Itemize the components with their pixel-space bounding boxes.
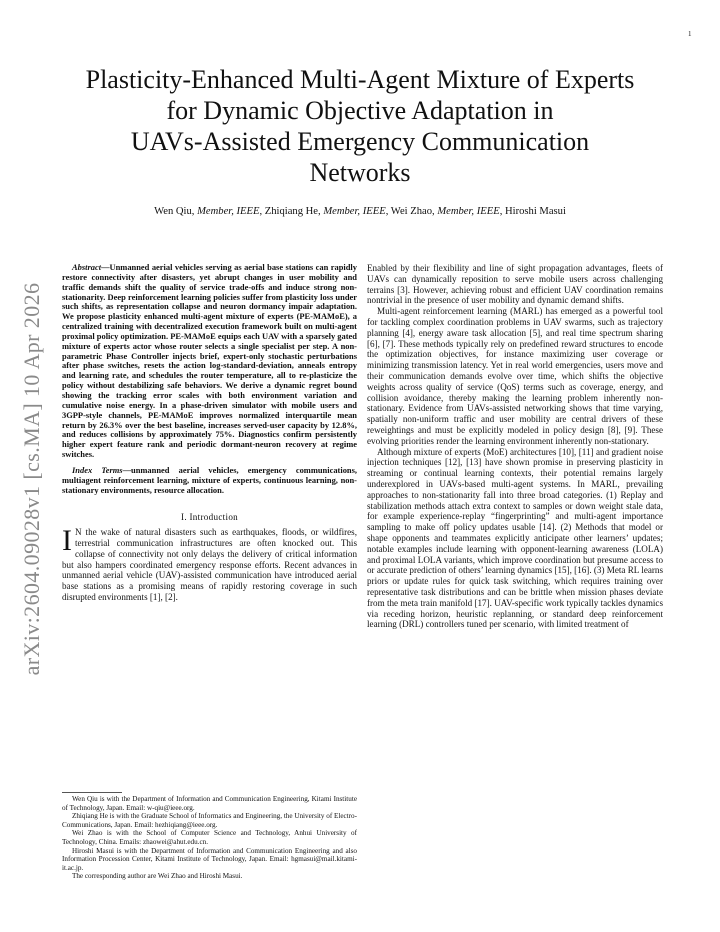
author-list bbox=[40, 206, 680, 217]
drop-cap: I bbox=[62, 524, 72, 558]
author-name: , Hiroshi Masui bbox=[499, 206, 566, 217]
author-name: Wen Qiu, bbox=[154, 206, 198, 217]
body-paragraph: Although mixture of experts (MoE) architectures [10], [11] and gradient noise injection techniques [12], [13] have shown promise in preserving plasticity in streaming or continual learning contexts, their potential remains largely underexplored in UAVs-based multi-agent systems. In MARL, prevailing approaches to non-stationarity fall into three broad categories. (1) Replay and stabilization methods attach extra context to samples or down weight stale data, for example experience-replay “fingerprinting” and multi-agent importance sampling to make off policy updates usable [14]. (2) Methods that model or shape opponents and teammates explicitly anticipate other learners’ updates; notable examples include learning with opponent-learning awareness (LOLA) and proximal LOLA variants, which improve coordination but presume access to or accurate prediction of others’ learning dynamics [15], [16]. (3) Meta RL learns priors or update rules for quick task switching, which requires training over representative task distributions and can be brittle when mission phases deviate from the meta train manifold [17]. UAV-specific work typically tackles dynamics via receding horizon, heuristic replanning, or standard deep reinforcement learning (DRL) controllers tuned per scenario, with limited treatment of bbox=[367, 446, 663, 630]
right-column bbox=[367, 263, 663, 630]
index-terms-label: Index Terms bbox=[72, 464, 123, 475]
paper-title bbox=[40, 64, 680, 188]
abstract bbox=[62, 263, 357, 460]
arxiv-stamp bbox=[4, 265, 60, 693]
section-heading: I. Introduction bbox=[180, 512, 239, 523]
title-line: Plasticity-Enhanced Multi-Agent Mixture of Experts bbox=[85, 65, 635, 94]
intro-paragraph bbox=[62, 524, 357, 603]
footnote: Hiroshi Masui is with the Department of Information and Communication Engineering and also Information Procession Center, Kitami Institute of Technology, Japan. Email: hgmasui@mail.kitami-it.ac.jp. bbox=[62, 846, 357, 872]
index-terms-text: —unmanned aerial vehicles, emergency communications, multiagent reinforcement learning, mixture of experts, continuous learning, non-stationary environments, resource allocation. bbox=[62, 464, 357, 495]
title-line: Networks bbox=[309, 158, 411, 187]
page-number: 1 bbox=[688, 30, 692, 38]
abstract-label: Abstract bbox=[72, 262, 102, 272]
footnote: The corresponding author are Wei Zhao and Hiroshi Masui. bbox=[72, 872, 243, 881]
footnote: Wen Qiu is with the Department of Information and Communication Engineering, Kitami Institute of Technology, Japan. Email: w-qiu@ieee.org. bbox=[62, 795, 357, 812]
author-name: , Zhiqiang He, bbox=[259, 206, 324, 217]
body-paragraph: Enabled by their flexibility and line of sight propagation advantages, fleets of UAVs can dynamically reposition to serve mobile users across challenging terrains [3]. However, achieving robust and efficient UAV coordination remains nontrivial in the presence of user mobility and dynamic demand shifts. bbox=[367, 263, 663, 306]
intro-text: N the wake of natural disasters such as earthquakes, floods, or wildfires, terrestrial communication infrastructures are often knocked out. This collapse of connectivity not only delays the delivery of critical information but also hampers coordinated emergency response efforts. Recent advances in unmanned aerial vehicle (UAV)-assisted communication have introduced aerial base stations as a promising means of rapidly restoring coverage in such disrupted environments [1], [2]. bbox=[62, 527, 357, 602]
author-membership: Member, IEEE bbox=[437, 206, 500, 217]
arxiv-stamp-text: arXiv:2604.09028v1 [cs.MA] 10 Apr 2026 bbox=[19, 282, 44, 676]
footnote: Wei Zhao is with the School of Computer Science and Technology, Anhui University of Technology, China. Emails: zhaowei@ahut.edu.cn. bbox=[62, 829, 357, 846]
author-membership: Member, IEEE bbox=[197, 206, 260, 217]
body-paragraph: Multi-agent reinforcement learning (MARL) has emerged as a powerful tool for tackling complex coordination problems in UAV swarms, such as trajectory planning [4], energy aware task allocation [5], and real time spectrum sharing [6], [7]. These methods typically rely on predefined reward structures to encode the optimization objectives, for instance maximizing user coverage or minimizing transmission latency. Yet in real world emergencies, users move and their communication demands evolve over time, which shifts the objective weights across quality of service (QoS) terms such as coverage, energy, and collision avoidance, thereby making the learning problem inherently non-stationary. Evidence from UAVs-assisted networking shows that time varying, spatially non-uniform traffic and user mobility are central drivers of these reweightings and must be explicitly modeled in policy design [8], [9]. These evolving priorities render the learning environment inherently non-stationary. bbox=[367, 306, 663, 446]
author-name: , Wei Zhao, bbox=[385, 206, 438, 217]
left-column bbox=[62, 263, 357, 603]
footnote: Zhiqiang He is with the Graduate School of Informatics and Engineering, the University of Electro-Communications, Japan. Email: hezhiqiang@ieee.org. bbox=[62, 812, 357, 829]
footnotes bbox=[62, 795, 357, 881]
author-membership: Member, IEEE bbox=[323, 206, 386, 217]
footnote-rule bbox=[62, 792, 122, 793]
index-terms bbox=[62, 466, 357, 496]
abstract-text: —Unmanned aerial vehicles serving as aerial base stations can rapidly restore connectivity after disasters, yet abrupt changes in user mobility and traffic demands shift the quality of service trade-offs and induce strong non-stationarity. Deep reinforcement learning policies suffer from plasticity loss under such shifts, as representation collapse and neuron dormancy impair adaptation. We propose plasticity enhanced multi-agent mixture of experts (PE-MAMoE), a centralized training with decentralized execution framework built on multi-agent proximal policy optimization. PE-MAMoE equips each UAV with a sparsely gated mixture of experts actor whose router selects a single specialist per step. A non-parametric Phase Controller injects brief, expert-only stochastic perturbations after phase switches, resets the action log-standard-deviation, anneals entropy and learning rate, and schedules the router temperature, all to re-plasticize the policy without destabilizing safe behaviors. We derive a dynamic regret bound showing the tracking error scales with both environment variation and cumulative noise energy. In a phase-driven simulator with mobile users and 3GPP-style channels, PE-MAMoE improves normalized interquartile mean return by 26.3% over the best baseline, increases served-user capacity by 12.8%, and reduces collisions by approximately 75%. Diagnostics confirm persistently higher expert feature rank and periodic dormant-neuron recovery at regime switches. bbox=[62, 262, 357, 460]
title-line: UAVs-Assisted Emergency Communication bbox=[130, 127, 590, 156]
title-line: for Dynamic Objective Adaptation in bbox=[166, 96, 554, 125]
